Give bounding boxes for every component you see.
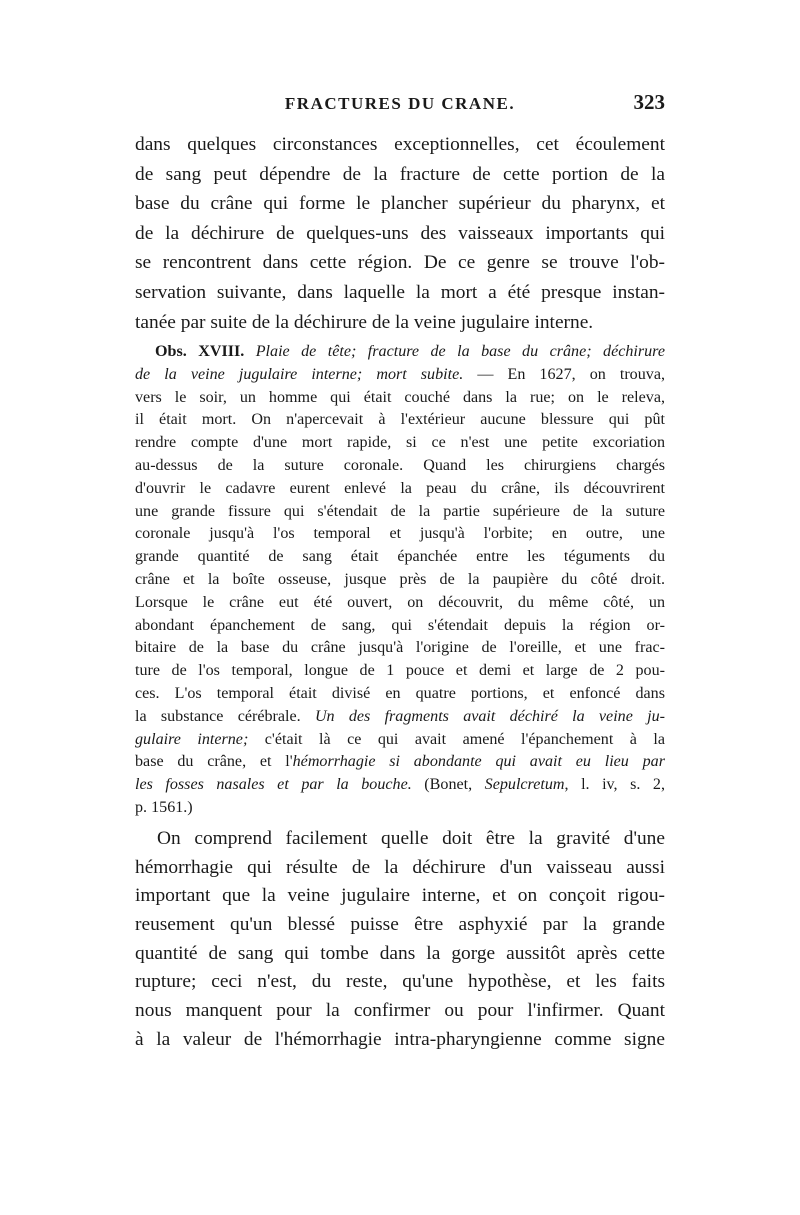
text-line: important que la veine jugulaire interne, et on conçoit rigou- [135, 885, 665, 907]
text-line: grande quantité de sang était épanchée entre les téguments du [135, 548, 665, 566]
text-line: d'ouvrir le cadavre eurent enlevé la peau du crâne, ils découvrirent [135, 479, 665, 497]
text-line: gulaire interne; c'était là ce qui avait amené l'épanchement à la [135, 730, 665, 748]
text-line: nous manquent pour la confirmer ou pour l'infirmer. Quant [135, 1000, 665, 1022]
text-line: quantité de sang qui tombe dans la gorge aussitôt après cette [135, 942, 665, 964]
text-line: se rencontrent dans cette région. De ce genre se trouve l'ob- [135, 252, 665, 274]
observation-title: Plaie de tête; fracture de la base du crâne; déchirure [255, 343, 665, 360]
text-line: une grande fissure qui s'étendait de la partie supérieure de la suture [135, 502, 665, 520]
observation-heading-line [135, 341, 665, 364]
observation-block [135, 341, 665, 820]
text-line: reusement qu'un blessé puisse être asphyxié par la grande [135, 914, 665, 936]
text-line: coronale jusqu'à l'os temporal et jusqu'à l'orbite; en outre, une [135, 525, 665, 543]
text-line: au-dessus de la suture coronale. Quand les chirurgiens chargés [135, 456, 665, 474]
text-line: de sang peut dépendre de la fracture de cette portion de la [135, 163, 665, 185]
text-line: la substance cérébrale. Un des fragments avait déchiré la veine ju- [135, 707, 665, 725]
citation-title: Sepulcretum [484, 776, 565, 794]
text-line: servation suivante, dans laquelle la mort a été presque instan- [135, 281, 665, 303]
text-line: base du crâne, et l'hémorrhagie si abondante qui avait eu lieu par [135, 753, 665, 771]
running-title: FRACTURES DU CRANE. [284, 94, 516, 113]
text-line: rendre compte d'une mort rapide, si ce n'est une petite excoriation [135, 434, 665, 452]
text-line: crâne et la boîte osseuse, jusque près de la paupière du côté droit. [135, 570, 665, 588]
text-line: il était mort. On n'apercevait à l'extérieur aucune blessure qui pût [135, 411, 665, 429]
text-line: p. 1561.) [135, 798, 193, 816]
text-line: tanée par suite de la déchirure de la veine jugulaire interne. [135, 311, 594, 333]
text-line: Lorsque le crâne eut été ouvert, on découvrit, du même côté, un [135, 593, 665, 611]
text-line: abondant épanchement de sang, qui s'étendait depuis la région or- [135, 616, 665, 634]
text-line: On comprend facilement quelle doit être la gravité d'une [157, 828, 665, 849]
text-line: ture de l'os temporal, longue de 1 pouce et demi et large de 2 pou- [135, 662, 665, 680]
text-line: dans quelques circonstances exceptionnelles, cet écoulement [135, 134, 665, 155]
running-head [135, 90, 665, 120]
text-line: rupture; ceci n'est, du reste, qu'une hypothèse, et les faits [135, 971, 665, 993]
text-line: base du crâne qui forme le plancher supérieur du pharynx, et [135, 193, 665, 215]
paragraph-intro [135, 130, 665, 337]
text-line: bitaire de la base du crâne jusqu'à l'origine de l'oreille, et une frac- [135, 639, 665, 657]
paragraph-commentary [135, 825, 665, 1055]
text-line: les fosses nasales et par la bouche. (Bonet, Sepulcretum, l. iv, s. 2, [135, 776, 665, 794]
text-line: de la veine jugulaire interne; mort subite. — En 1627, on trouva, [135, 365, 665, 383]
text-line: vers le soir, un homme qui était couché dans la rue; on le releva, [135, 388, 665, 406]
observation-label: Obs. XVIII. [155, 343, 245, 360]
page-number: 323 [633, 90, 665, 114]
text-line: à la valeur de l'hémorrhagie intra-pharyngienne comme signe [135, 1028, 665, 1050]
text-line: de la déchirure de quelques-uns des vaisseaux importants qui [135, 222, 665, 244]
text-line: ces. L'os temporal était divisé en quatre portions, et enfoncé dans [135, 684, 665, 702]
text-line: hémorrhagie qui résulte de la déchirure d'un vaisseau aussi [135, 856, 665, 878]
